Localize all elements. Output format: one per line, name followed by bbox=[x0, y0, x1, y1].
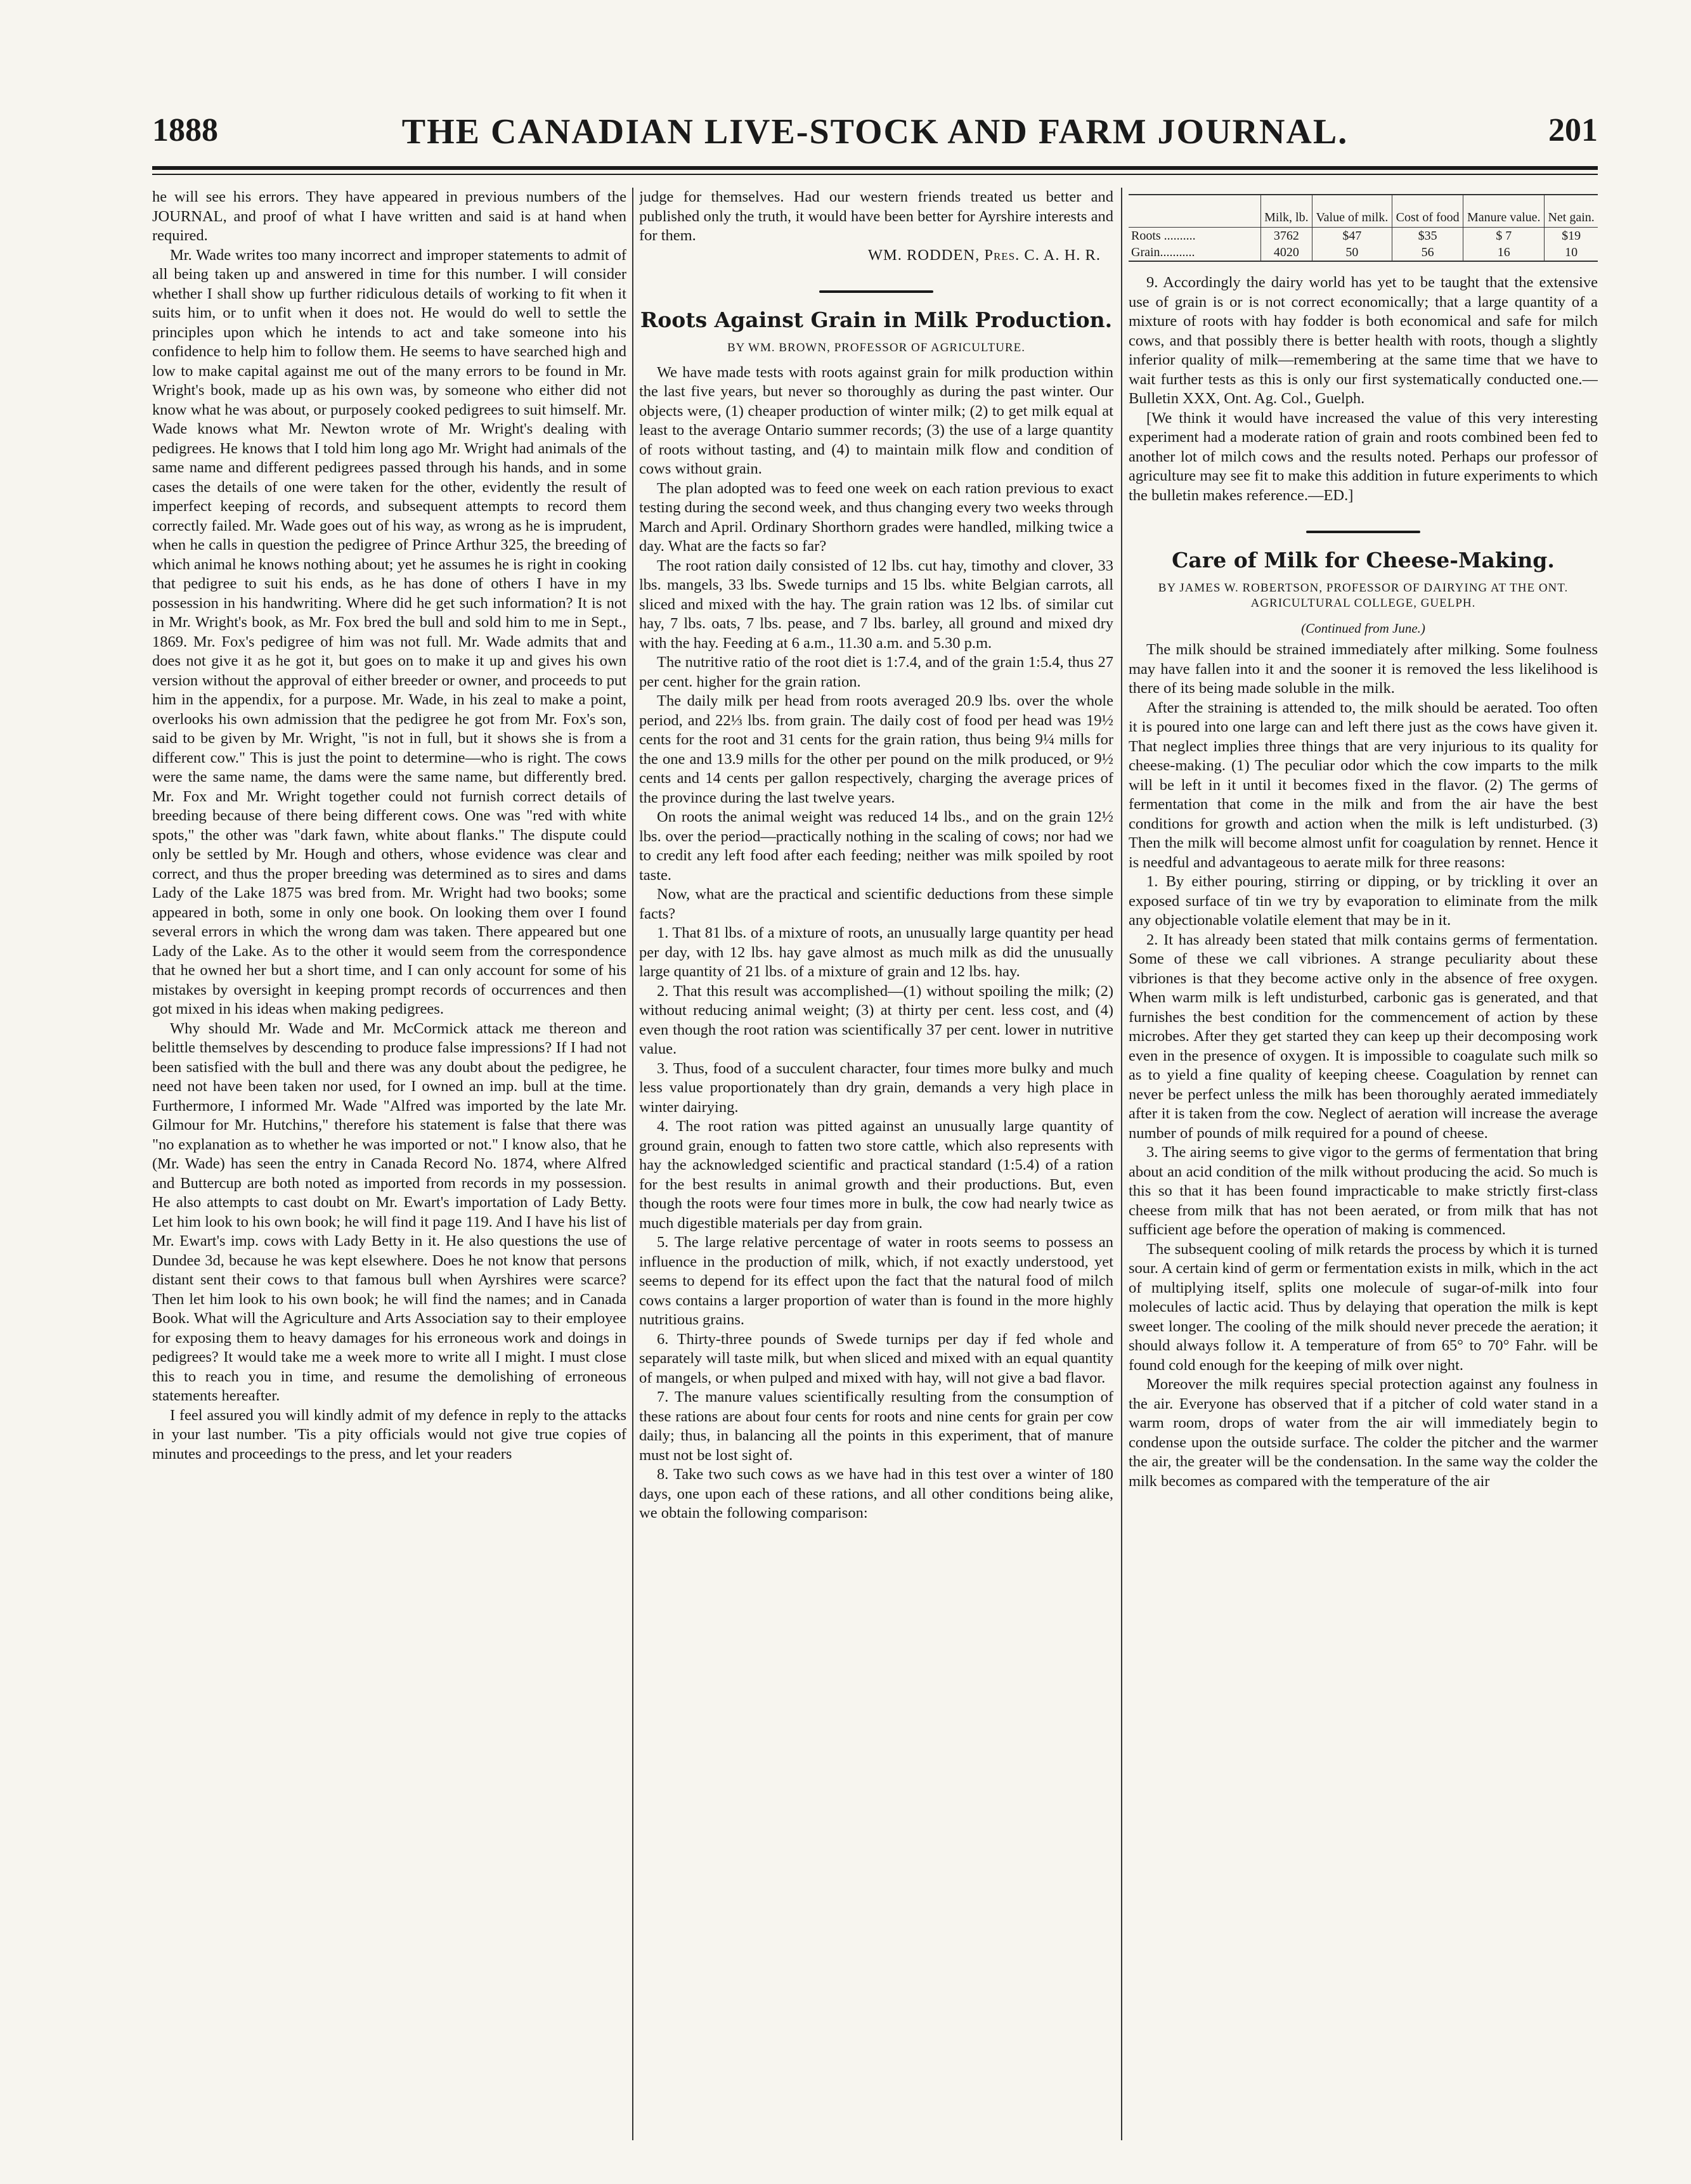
table-cell: $ 7 bbox=[1463, 228, 1545, 245]
table-cell: 4020 bbox=[1261, 244, 1312, 261]
paragraph: 4. The root ration was pitted against an unusually large quantity of ground grain, enough to fatten two store cattle, which also represents with hay the acknowledged scientific and practical standard (1:5.4) of a ration for the best results in animal growth and their productions. But, even though the roots were four times more in bulk, the cow had nearly twice as much digestible materials per day from grain. bbox=[639, 1118, 1113, 1232]
column-divider-2 bbox=[1121, 188, 1122, 2140]
paragraph: he will see his errors. They have appeared in previous numbers of the JOURNAL, and proof of what I have written and said is at hand when required. bbox=[152, 188, 626, 244]
header-title: THE CANADIAN LIVE-STOCK AND FARM JOURNAL. bbox=[401, 112, 1349, 152]
paragraph: The nutritive ratio of the root diet is 1:7.4, and of the grain 1:5.4, thus 27 per cent. higher for the grain ration. bbox=[639, 654, 1113, 690]
page-header bbox=[152, 112, 1598, 162]
article-title-cheese: Care of Milk for Cheese-Making. bbox=[1172, 547, 1555, 572]
column-divider-1 bbox=[632, 188, 633, 2140]
table-cell: $19 bbox=[1545, 228, 1598, 245]
table-header: Value of milk. bbox=[1312, 195, 1392, 228]
editor-note: [We think it would have increased the value of this very interesting experiment had a moderate ration of grain and roots combined been fed to another lot of milch cows and the results noted. Perhaps our professor of agriculture may see fit to make this addition in future experiments to which the bulletin makes reference.—ED.] bbox=[1129, 409, 1598, 504]
table-header: Net gain. bbox=[1545, 195, 1598, 228]
table-cell: 10 bbox=[1545, 244, 1598, 261]
article-byline: BY JAMES W. ROBERTSON, PROFESSOR OF DAIRYING AT THE ONT. AGRICULTURAL COLLEGE, GUELPH. bbox=[1158, 581, 1569, 610]
continued-note: (Continued from June.) bbox=[1301, 620, 1425, 636]
table-cell: Roots .......... bbox=[1131, 229, 1196, 243]
table-row bbox=[1129, 244, 1598, 261]
paragraph: Why should Mr. Wade and Mr. McCormick attack me thereon and belittle themselves by descending to produce false impressions? If I had not been satisfied with the bull and there was any doubt about the pedigree, he need not have been taken nor used, for I owned an imp. bull at the time. Furthermore, I informed Mr. Wade "Alfred was imported by the late Mr. Gilmour for Mr. Hutchins," therefore his statement is false that there was "no explanation as to whether he was imported or not." I know also, that he (Mr. Wade) has seen the entry in Canada Record No. 1874, where Alfred and Buttercup are both noted as imported from records in my possession. He also attempts to cast doubt on Mr. Ewart's importation of Lady Betty. Let him look to his own book; he will find it page 119. And I have his list of Mr. Ewart's imp. cows with Lady Betty in it. He also questions the use of Dundee 3d, because he was kept elsewhere. Does he not know that persons distant sent their cows to that famous bull when Ayrshires were scarce? Then let him look to his own book; he will find the names; and in Canada Book. What will the Agriculture and Arts Association say to their employee for exposing them to heavy damages for his erroneous work and doings in pedigrees? It would take me a week more to write all I might. I must close this to reach you in time, and resume the demolishing of erroneous statements hereafter. bbox=[152, 1019, 626, 1404]
separator bbox=[1129, 519, 1598, 539]
header-page-number: 201 bbox=[1548, 112, 1598, 148]
paragraph: On roots the animal weight was reduced 14 lbs., and on the grain 12½ lbs. over the period—practically nothing in the scaling of cows; nor had we to credit any left food after each feeding; neither was milk spoiled by root taste. bbox=[639, 808, 1113, 884]
paragraph: After the straining is attended to, the milk should be aerated. Too often it is poured into one large can and left there just as the cows have given it. That neglect implies three things that are very injurious to its quality for cheese-making. (1) The peculiar odor which the cow imparts to the milk will be left in it until it becomes fixed in the flavor. (2) The germs of fermentation that come in the milk and from the air have the best conditions for growth and action when the milk is left undisturbed. (3) Then the milk will become almost unfit for coagulation by rennet. Hence it is needful and advantageous to aerate milk for three reasons: bbox=[1129, 699, 1598, 871]
header-rule-thin bbox=[152, 174, 1598, 175]
paragraph: 7. The manure values scientifically resulting from the consumption of these rations are about four cents for roots and nine cents for grain per cow daily; thus, in balancing all the points in this experiment, that of manure must not be lost sight of. bbox=[639, 1388, 1113, 1464]
column-2 bbox=[639, 188, 1113, 2140]
header-rule-thick bbox=[152, 166, 1598, 170]
paragraph: 3. The airing seems to give vigor to the germs of fermentation that bring about an acid condition of the milk without producing the acid. So much is this so that it has been found impracticable to make strictly first-class cheese from milk that has not been aerated, or from milk that has not sufficient age before the operation of making is commenced. bbox=[1129, 1144, 1598, 1238]
article-title-roots: Roots Against Grain in Milk Production. bbox=[640, 307, 1113, 332]
column-1 bbox=[152, 188, 626, 2140]
table-header bbox=[1129, 195, 1261, 228]
paragraph: Now, what are the practical and scientific deductions from these simple facts? bbox=[639, 886, 1113, 922]
table-cell: 56 bbox=[1392, 244, 1463, 261]
paragraph: 9. Accordingly the dairy world has yet to be taught that the extensive use of grain is or is not correct economically; that a large quantity of a mixture of roots with hay fodder is both economical and safe for milch cows, and that possibly there is better health with roots, though a slightly inferior quality of milk—remembering at the same time that we have to wait further tests as this is only our first systematically conducted one.—Bulletin XXX, Ont. Ag. Col., Guelph. bbox=[1129, 274, 1598, 407]
paragraph: The subsequent cooling of milk retards the process by which it is turned sour. A certain kind of germ or fermentation exists in milk, which in the act of multiplying itself, splits one molecule of sugar-of-milk into four molecules of lactic acid. Thus by delaying that operation the milk is kept sweet longer. The cooling of the milk should never precede the aeration; it should always follow it. A temperature of from 65° to 70° Fahr. will be found cold enough for the keeping of milk over night. bbox=[1129, 1240, 1598, 1374]
paragraph: 1. That 81 lbs. of a mixture of roots, an unusually large quantity per head per day, with 12 lbs. hay gave almost as much milk as did the unusually large quantity of 21 lbs. of a mixture of grain and 12 lbs. hay. bbox=[639, 924, 1113, 980]
column-3 bbox=[1129, 188, 1598, 2140]
paragraph: 2. That this result was accomplished—(1) without spoiling the milk; (2) without reducing animal weight; (3) at thirty per cent. less cost, and (4) even though the root ration was scientifically 37 per cent. lower in nutritive value. bbox=[639, 982, 1113, 1057]
table-row bbox=[1129, 228, 1598, 245]
paragraph: The plan adopted was to feed one week on each ration previous to exact testing during the second week, and thus changing every two weeks through March and April. Ordinary Shorthorn grades were handled, milking twice a day. What are the facts so far? bbox=[639, 479, 1113, 555]
paragraph: Mr. Wade writes too many incorrect and improper statements to admit of all being taken up and answered in time for this number. I will consider whether I shall show up further ridiculous details of working to fit when it suits him, or to unfit when it does not. He would do well to settle the principles upon which he intends to act and take someone into his confidence to help him to follow them. He seems to have searched high and low to make capital against me out of the many errors to be found in Mr. Wright's book, made up as his own was, by someone who either did not know what he was about, or purposely cooked pedigrees to suit himself. Mr. Wade knows what Mr. Newton wrote of Mr. Wright's dealing with pedigrees. He knows that I told him long ago Mr. Wright had animals of the same name and different pedigrees passed through his hands, and in some cases the details of one were taken for the other, evidently the result of imperfect keeping of records, and subsequent attempts to record them correctly failed. Mr. Wade goes out of his way, as wrong as he is imprudent, when he calls in question the pedigree of Prince Arthur 325, the breeding of which animal he knows nothing about; yet he assumes he is right in cooking that pedigree to suit his ends, as he has done of others I have in my possession in his handwriting. Where did he get such information? It is not in Mr. Wright's book, as Mr. Fox bred the bull and sold him to me in Sept., 1869. Mr. Fox's pedigree of him was not full. Mr. Wade admits that and does not give it as he got it, but goes on to make it up and gives his own version without the approval of either breeder or owner, and proceeds to put him in the appendix, for a purpose. Mr. Wade, in his zeal to make a point, overlooks his own admission that the pedigree he got from Mr. Fox's son, said to be given by Mr. Wright, "is not in full, but it shows she is from a different cow." This is just the point to determine—who is right. The cows were the same name, the dams were the same name, but differently bred. Mr. Fox and Mr. Wright together could not furnish correct details of breeding because of there being different cows. One was "red with white spots," the other was "dark fawn, white about flanks." The dispute could only be settled by Mr. Hough and others, whose evidence was clear and correct, and thus the proper breeding was determined as to sires and dams Lady of the Lake 1875 was bred from. Mr. Wright had two books; some appeared in both, some in only one book. On looking them over I found several errors in which the wrong dam was taken. There appeared but one Lady of the Lake. As to the other it would seem from the correspondence that he owned her but a short time, and I can only account for some of his mistakes by oversight in keeping prompt records of occurrences and then got mixed in his ideas when making pedigrees. bbox=[152, 246, 626, 1018]
table-header: Milk, lb. bbox=[1261, 195, 1312, 228]
signature: WM. RODDEN, Pres. C. A. H. R. bbox=[867, 246, 1101, 264]
paragraph: 5. The large relative percentage of water in roots seems to possess an influence in the production of milk, which, if not exactly understood, yet seems to depend for its effect upon the fact that the natural food of milch cows contains a larger proportion of water than is found in the more highly nutritious grains. bbox=[639, 1234, 1113, 1328]
table-cell: $35 bbox=[1392, 228, 1463, 245]
comparison-table bbox=[1129, 194, 1598, 262]
table-header: Manure value. bbox=[1463, 195, 1545, 228]
table-header: Cost of food bbox=[1392, 195, 1463, 228]
table-cell: Grain........... bbox=[1131, 245, 1195, 259]
paragraph: The milk should be strained immediately after milking. Some foulness may have fallen into it and the sooner it is removed the less likelihood is there of its being made soluble in the milk. bbox=[1129, 641, 1598, 697]
table-cell: 50 bbox=[1312, 244, 1392, 261]
paragraph: 1. By either pouring, stirring or dipping, or by trickling it over an exposed surface of tin we try by evaporation to eliminate from the milk any objectionable volatile element that may be in it. bbox=[1129, 873, 1598, 929]
table-cell: $47 bbox=[1312, 228, 1392, 245]
header-year: 1888 bbox=[152, 112, 218, 148]
paragraph: 8. Take two such cows as we have had in this test over a winter of 180 days, one upon each of these rations, and all other conditions being alike, we obtain the following comparison: bbox=[639, 1466, 1113, 1522]
paragraph: I feel assured you will kindly admit of my defence in reply to the attacks in your last number. 'Tis a pity officials would not give true copies of minutes and proceedings to the press, and let your readers bbox=[152, 1406, 626, 1463]
paragraph: Moreover the milk requires special protection against any foulness in the air. Everyone has observed that if a pitcher of cold water stand in a warm room, drops of water from the air will immediately begin to condense upon the outside surface. The colder the pitcher and the warmer the air, the greater will be the condensation. In the same way the colder the milk becomes as compared with the temperature of the air bbox=[1129, 1376, 1598, 1490]
paragraph: The daily milk per head from roots averaged 20.9 lbs. over the whole period, and 22⅓ lbs. from grain. The daily cost of food per head was 19½ cents for the root and 31 cents for the grain ration, thus being 9¼ mills for the one and 13.9 mills for the other per pound on the milk produced, or 9½ cents and 14 cents per gallon respectively, charging the average prices of the province during the last twelve years. bbox=[639, 692, 1113, 806]
paragraph: 2. It has already been stated that milk contains germs of fermentation. Some of these we call vibriones. A strange peculiarity about these vibriones is that they become active only in the absence of free oxygen. When warm milk is left undisturbed, carbonic gas is generated, and that furnishes the best condition for the commencement of action by these microbes. After they get started they can keep up their decomposing work even in the presence of oxygen. It is impossible to coagulate such milk so as to yield a fine quality of keeping cheese. Coagulation by rennet can never be perfect unless the milk has been thoroughly aerated immediately after it is taken from the cow. Neglect of aeration will increase the average number of pounds of milk required for a pound of cheese. bbox=[1129, 931, 1598, 1142]
table-cell: 3762 bbox=[1261, 228, 1312, 245]
table-cell: 16 bbox=[1463, 244, 1545, 261]
paragraph: The root ration daily consisted of 12 lbs. cut hay, timothy and clover, 33 lbs. mangels, 33 lbs. Swede turnips and 15 lbs. white Belgian carrots, all sliced and mixed with the hay. The grain ration was 12 lbs. of similar cut hay, 7 lbs. oats, 7 lbs. pease, and 7 lbs. barley, all ground and mixed dry with the hay. Feeding at 6 a.m., 11.30 a.m. and 5.30 p.m. bbox=[639, 557, 1113, 652]
paragraph: judge for themselves. Had our western friends treated us better and published only the truth, it would have been better for Ayrshire interests and for them. bbox=[639, 188, 1113, 244]
paragraph: We have made tests with roots against grain for milk production within the last five years, but never so thoroughly as during the past winter. Our objects were, (1) cheaper production of winter milk; (2) to get milk equal at least to the average Ontario summer records; (3) the use of a large quantity of roots without tasting, and (4) to maintain milk flow and condition of cows without grain. bbox=[639, 363, 1113, 477]
table-header-row bbox=[1129, 195, 1598, 228]
separator bbox=[639, 279, 1113, 299]
paragraph: 3. Thus, food of a succulent character, four times more bulky and much less value proportionately than dry grain, demands a very high place in winter dairying. bbox=[639, 1059, 1113, 1116]
paragraph: 6. Thirty-three pounds of Swede turnips per day if fed whole and separately will taste milk, but when sliced and mixed with an equal quantity of mangels, or when pulped and mixed with hay, will not give a bad flavor. bbox=[639, 1330, 1113, 1386]
article-byline: BY WM. BROWN, PROFESSOR OF AGRICULTURE. bbox=[727, 340, 1026, 354]
